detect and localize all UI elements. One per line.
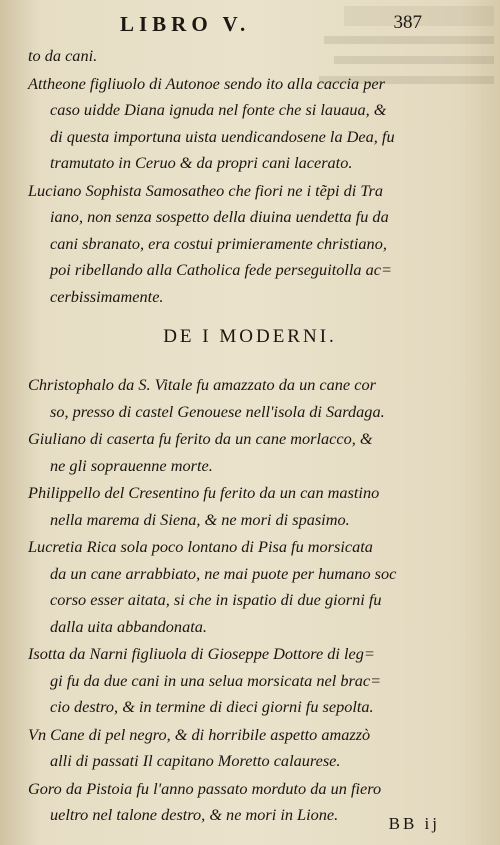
text-line: alli di passati Il capitano Moretto calaurese. xyxy=(50,751,341,770)
section-heading: DE I MODERNI. xyxy=(163,326,337,347)
top-section xyxy=(28,43,478,311)
paragraph xyxy=(28,722,478,775)
text-line: nella marema di Siena, & ne mori di spasimo. xyxy=(50,509,350,529)
text-line: caso uidde Diana ignuda nel fonte che si lauaua, & xyxy=(50,100,387,119)
text-line: Lucretia Rica sola poco lontano di Pisa fu morsicata xyxy=(28,537,373,556)
paragraph xyxy=(28,43,478,70)
running-head: LIBRO V. xyxy=(120,12,251,36)
text-line: to da cani. xyxy=(28,46,98,65)
text-line: gi fu da due cani in una selua morsicata nel brac= xyxy=(50,670,382,690)
text-line: Philippello del Cresentino fu ferito da un can mastino xyxy=(28,483,380,502)
text-line: tramutato in Ceruo & da propri cani lacerato. xyxy=(50,153,353,172)
paragraph xyxy=(28,641,478,721)
text-line: ueltro nel talone destro, & ne mori in Lione. xyxy=(50,805,339,824)
text-line: corso esser aitata, si che in ispatio di due giorni fu xyxy=(50,590,382,609)
text-line: Christophalo da S. Vitale fu amazzato da un cane cor xyxy=(28,375,376,394)
text-line: iano, non senza sospetto della diuina uendetta fu da xyxy=(50,207,389,226)
text-line: di questa importuna uista uendicandosene la Dea, fu xyxy=(50,126,395,146)
text-line: Luciano Sophista Samosatheo che fiori ne i tẽpi di Tra xyxy=(28,180,384,200)
text-line: Vn Cane di pel negro, & di horribile aspetto amazzò xyxy=(28,724,371,744)
text-line: poi ribellando alla Catholica fede perseguitolla ac= xyxy=(50,260,393,279)
paragraph xyxy=(28,178,478,311)
text-line: ne gli soprauenne morte. xyxy=(50,455,213,475)
text-line: cio destro, & in termine di dieci giorni fu sepolta. xyxy=(50,697,374,716)
paragraph xyxy=(28,480,478,533)
page-number: 387 xyxy=(393,12,422,33)
text-line: Giuliano di caserta fu ferito da un cane morlacco, & xyxy=(28,429,373,448)
text-line: dalla uita abbandonata. xyxy=(50,616,207,636)
text-line: Goro da Pistoia fu l'anno passato morduto da un fiero xyxy=(28,778,382,798)
paragraph xyxy=(28,372,478,425)
signature-mark: BB ij xyxy=(388,814,440,833)
text-line: da un cane arrabbiato, ne mai puote per humano soc xyxy=(50,563,397,583)
text-line: cani sbranato, era costui primieramente christiano, xyxy=(50,233,387,253)
page-header xyxy=(110,12,422,40)
text-line: Isotta da Narni figliuola di Gioseppe Dottore di leg= xyxy=(28,644,375,663)
paragraph xyxy=(28,534,478,640)
text-line: cerbissimamente. xyxy=(50,286,164,306)
bottom-section xyxy=(28,372,478,830)
paragraph xyxy=(28,426,478,479)
text-line: so, presso di castel Genouese nell'isola di Sardaga. xyxy=(50,401,385,421)
paragraph xyxy=(28,71,478,177)
text-line: Attheone figliuolo di Autonoe sendo ito alla caccia per xyxy=(28,73,385,93)
